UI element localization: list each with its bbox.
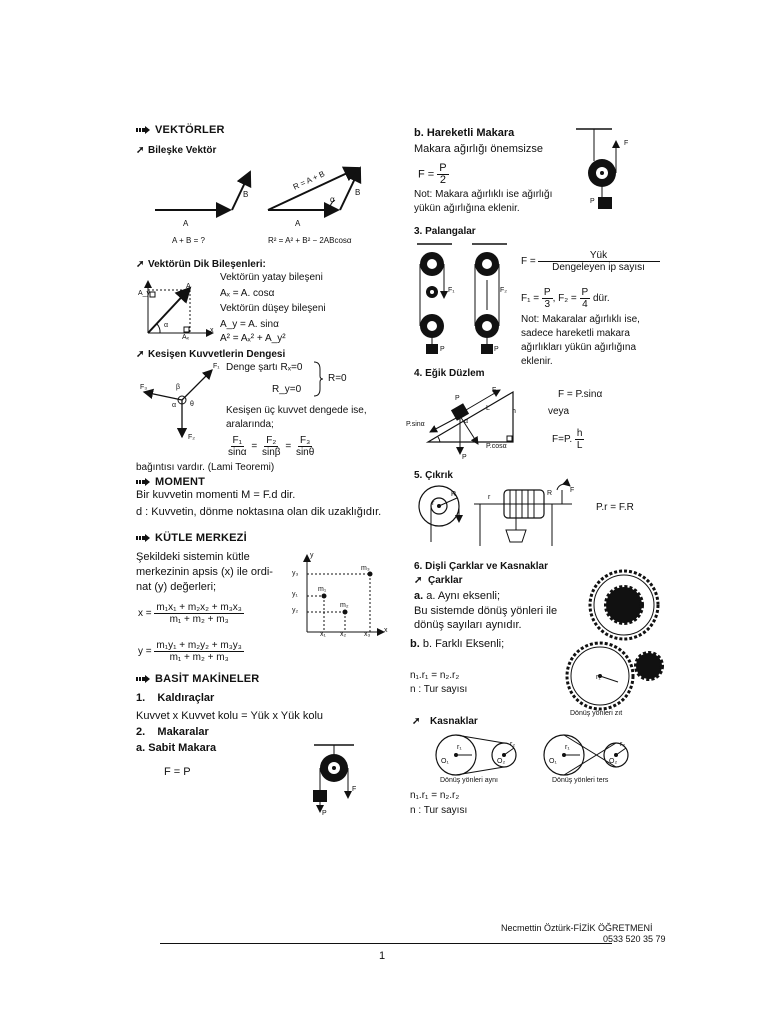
- footer-phone: 0533 520 35 79: [603, 934, 666, 944]
- lami-desc-1: Kesişen üç kuvvet dengede ise,: [226, 405, 367, 416]
- block-general-eq: F = $\frac{\text{Yük}}{\text{Dengeleyen ip sayısı}}$: [521, 250, 659, 273]
- fig-a2-label: A: [295, 219, 301, 228]
- gears-title: 6. Dişli Çarklar ve Kasnaklar: [414, 561, 548, 572]
- comp-ay-label: A_y: [138, 290, 151, 297]
- eq-alpha-label: α: [172, 402, 177, 409]
- equilibrium-condition: Denge şartı Rₓ=0: [226, 362, 303, 373]
- moving-pulley-desc: Makara ağırlığı önemsizse: [414, 143, 543, 155]
- brace-icon: [312, 361, 324, 397]
- section-arrow-icon: [136, 534, 150, 542]
- windlass-eq: P.r = F.R: [596, 502, 634, 513]
- components-title: ➚ Vektörün Dik Bileşenleri:: [136, 259, 266, 270]
- belts-equation: n₁.r₁ = n₂.r₂: [410, 790, 460, 801]
- equilibrium-ry: R_y=0: [272, 384, 302, 395]
- fixed-pulley-title: a. Sabit Makara: [136, 742, 217, 754]
- moving-pulley-figure: [572, 125, 632, 213]
- crossed-belt-figure: [538, 730, 638, 780]
- comp-ax-label: Aₓ: [182, 334, 189, 341]
- incline-psin-label: P.sinα: [406, 421, 425, 428]
- incline-f-label: F: [492, 387, 497, 394]
- belt-same-label: Dönüş yönleri aynı: [440, 777, 498, 784]
- open-r2-label: r₂: [510, 741, 516, 748]
- fixed-pulley-figure: [310, 742, 360, 818]
- incline-eq-1: F = P.sinα: [558, 389, 603, 400]
- crossed-r2-label: r₂: [620, 741, 626, 748]
- graph-y-label: y: [310, 552, 314, 559]
- page-number: 1: [379, 950, 386, 962]
- same-axis-title: a. a. Aynı eksenli;: [414, 590, 501, 602]
- gears-equation: n₁.r₁ = n₂.r₂: [410, 670, 460, 681]
- moving-f-label: F: [624, 140, 629, 147]
- graph-x3-label: x₃: [364, 631, 371, 638]
- eq-f1-label: F₁: [213, 363, 220, 370]
- equilibrium-r0: R=0: [328, 373, 347, 384]
- bullet-arrow-icon: ➚: [136, 349, 145, 360]
- horizontal-component-eq: Aₓ = A. cosα: [220, 288, 275, 299]
- section-arrow-icon: [136, 675, 150, 683]
- graph-x2-label: x₂: [340, 631, 347, 638]
- mass-center-graph: [292, 552, 387, 640]
- lami-desc-2: aralarında;: [226, 419, 274, 430]
- incline-alpha-label: α: [464, 418, 469, 425]
- fixed-pulley-eq: F = P: [164, 766, 191, 778]
- resultant-title: ➚ Bileşke Vektör: [136, 145, 217, 156]
- graph-x-label: x: [384, 627, 388, 634]
- fixed-f-label: F: [352, 786, 357, 793]
- vertical-component-eq: A_y = A. sinα: [220, 319, 279, 330]
- block-note-2: sadece hareketli makara: [521, 328, 630, 339]
- equilibrium-title: ➚ Kesişen Kuvvetlerin Dengesi: [136, 349, 286, 360]
- gear-opposite-label: Dönüş yönleri zıt: [570, 710, 623, 717]
- incline-p-bottom-label: P: [462, 454, 467, 461]
- belts-title: ➚ Kasnaklar: [412, 716, 478, 727]
- section-arrow-icon: [136, 478, 150, 486]
- same-axis-desc-2: dönüş sayıları aynıdır.: [414, 619, 522, 631]
- incline-title: 4. Eğik Düzlem: [414, 368, 485, 379]
- lever-title: 1. Kaldıraçlar: [136, 692, 215, 704]
- open-belt-figure: [430, 730, 530, 780]
- mass-center-p3: nat (y) değerleri;: [136, 581, 217, 593]
- comp-x-label: x: [210, 327, 214, 334]
- windlass-r-label: r: [432, 500, 435, 507]
- block-note-1: Not: Makaralar ağırlıklı ise,: [521, 314, 640, 325]
- block-p2-label: P: [494, 346, 499, 353]
- incline-pcos-label: P.cosα: [486, 443, 507, 450]
- windlass-r2-label: r: [488, 494, 491, 501]
- incline-veya: veya: [548, 406, 570, 417]
- graph-y3-label: y₃: [292, 570, 299, 577]
- moment-definition: Bir kuvvetin momenti M = F.d dir.: [136, 489, 296, 501]
- open-r1-label: r₁: [457, 744, 462, 751]
- crossed-o2-label: O₂: [609, 758, 618, 765]
- incline-eq-2: F=P. $\frac{h}{L}$: [552, 428, 583, 451]
- comp-alpha-label: α: [164, 322, 169, 329]
- graph-m1-label: m₁: [318, 586, 327, 593]
- incline-h-label: h: [512, 408, 516, 415]
- mass-center-heading: KÜTLE MERKEZİ: [136, 532, 247, 544]
- footer-rule: [160, 943, 612, 944]
- incline-p-top-label: P: [455, 395, 460, 402]
- graph-m2-label: m₂: [340, 602, 349, 609]
- windlass-R-label: R: [451, 491, 457, 498]
- coaxial-gears-icon: [586, 567, 662, 643]
- bullet-arrow-icon: ➚: [136, 145, 145, 156]
- eq-f3-label: F₃: [140, 384, 148, 391]
- gears-n-def: n : Tur sayısı: [410, 684, 468, 695]
- magnitude-eq: A² = Aₓ² + A_y²: [220, 333, 286, 344]
- concurrent-forces-figure: [140, 362, 225, 442]
- cosine-law-eq: R² = A² + B² − 2ABcosα: [268, 236, 352, 245]
- machines-heading: BASİT MAKİNELER: [136, 673, 259, 685]
- vertical-component-label: Vektörün düşey bileşeni: [220, 303, 326, 314]
- crossed-o1-label: O₁: [549, 758, 557, 765]
- fig-b2-label: B: [355, 188, 361, 197]
- block-f2-label: F₂: [500, 287, 507, 294]
- block-note-3: ağırlıkları yükün ağırlığına: [521, 342, 637, 353]
- vectors-heading: VEKTÖRLER: [136, 124, 225, 136]
- bullet-arrow-icon: ➚: [412, 716, 421, 727]
- external-gears-icon: [538, 638, 668, 712]
- gear-r1-label: r₁: [596, 674, 601, 681]
- graph-x1-label: x₁: [320, 631, 326, 638]
- moving-note-2: yükün ağırlığına eklenir.: [414, 203, 520, 214]
- windlass-figure: [412, 482, 582, 550]
- open-o2-label: O₂: [497, 758, 506, 765]
- fig-r-label: R = A + B: [291, 169, 327, 192]
- horizontal-component-label: Vektörün yatay bileşeni: [220, 272, 323, 283]
- moving-pulley-title: b. Hareketli Makara: [414, 127, 515, 139]
- x-formula: x = $\frac{\text{m₁x₁ + m₂x₂ + m₃x₃}}{\text{m₁ + m₂ + m₃}}$: [138, 602, 242, 625]
- moment-d-definition: d : Kuvvetin, dönme noktasına olan dik uzaklığıdır.: [136, 506, 382, 518]
- moving-pulley-eq: F = $\frac{P}{2}$: [418, 162, 447, 186]
- graph-m3-label: m₃: [361, 565, 370, 572]
- components-figure: [138, 278, 218, 340]
- eq-theta-label: θ: [190, 401, 194, 408]
- windlass-R2-label: R: [547, 490, 553, 497]
- graph-y1-label: y₁: [292, 591, 298, 598]
- block-note-4: eklenir.: [521, 356, 553, 367]
- lever-equation: Kuvvet x Kuvvet kolu = Yük x Yük kolu: [136, 710, 323, 722]
- moment-heading: MOMENT: [136, 476, 205, 488]
- diff-axis-title: b. b. Farklı Eksenli;: [410, 638, 505, 650]
- lami-note: bağıntısı vardır. (Lami Teoremi): [136, 462, 275, 473]
- footer-author: Necmettin Öztürk-FİZİK ÖĞRETMENİ: [501, 923, 653, 933]
- fig-a-label: A: [183, 219, 189, 228]
- eq-beta-label: β: [176, 384, 181, 391]
- block-tackle-title: 3. Palangalar: [414, 226, 476, 237]
- block-specific-eq: F₁ = $\frac{P}{3}$ , F₂ = $\frac{P}{4}$ dür.: [521, 287, 610, 310]
- belt-opposite-label: Dönüş yönleri ters: [552, 777, 609, 784]
- comp-a-label: A: [186, 283, 191, 290]
- y-formula: y = $\frac{\text{m₁y₁ + m₂y₂ + m₃y₃}}{\text{m₁ + m₂ + m₃}}$: [138, 640, 242, 663]
- graph-y2-label: y₂: [292, 607, 299, 614]
- bullet-arrow-icon: ➚: [414, 575, 423, 586]
- incline-l-label: L: [486, 405, 490, 412]
- block-tackle-figure: [412, 240, 522, 358]
- fig-alpha-label: α: [330, 195, 335, 204]
- block-f1-label: F₁: [448, 287, 455, 294]
- lami-equation: $\frac{\text{F₁}}{\sin\alpha}$ = $\frac{\text{F₂}}{\sin\beta}$ = $\frac{\text{F₃}}{\sin\theta}$: [228, 435, 315, 458]
- fixed-p-label: P: [322, 810, 327, 817]
- windlass-title: 5. Çıkrık: [414, 470, 453, 481]
- vector-sum-eq: A + B = ?: [172, 236, 205, 245]
- eq-f2-label: F₂: [188, 434, 195, 441]
- moving-p-label: P: [590, 198, 595, 205]
- block-p1-label: P: [440, 346, 445, 353]
- section-arrow-icon: [136, 126, 150, 134]
- mass-center-p2: merkezinin apsis (x) ile ordi-: [136, 566, 273, 578]
- mass-center-p1: Şekildeki sistemin kütle: [136, 551, 250, 563]
- same-axis-desc-1: Bu sistemde dönüş yönleri ile: [414, 605, 558, 617]
- fig-b-label: B: [243, 190, 249, 199]
- open-o1-label: O₁: [441, 758, 449, 765]
- bullet-arrow-icon: ➚: [136, 259, 145, 270]
- crossed-r1-label: r₁: [565, 744, 570, 751]
- gears-subtitle: ➚ Çarklar: [414, 575, 463, 586]
- pulleys-title: 2. Makaralar: [136, 726, 209, 738]
- windlass-F-label: F: [570, 487, 575, 494]
- moving-note-1: Not: Makara ağırlıklı ise ağırlığı: [414, 189, 553, 200]
- belts-n-def: n : Tur sayısı: [410, 805, 468, 816]
